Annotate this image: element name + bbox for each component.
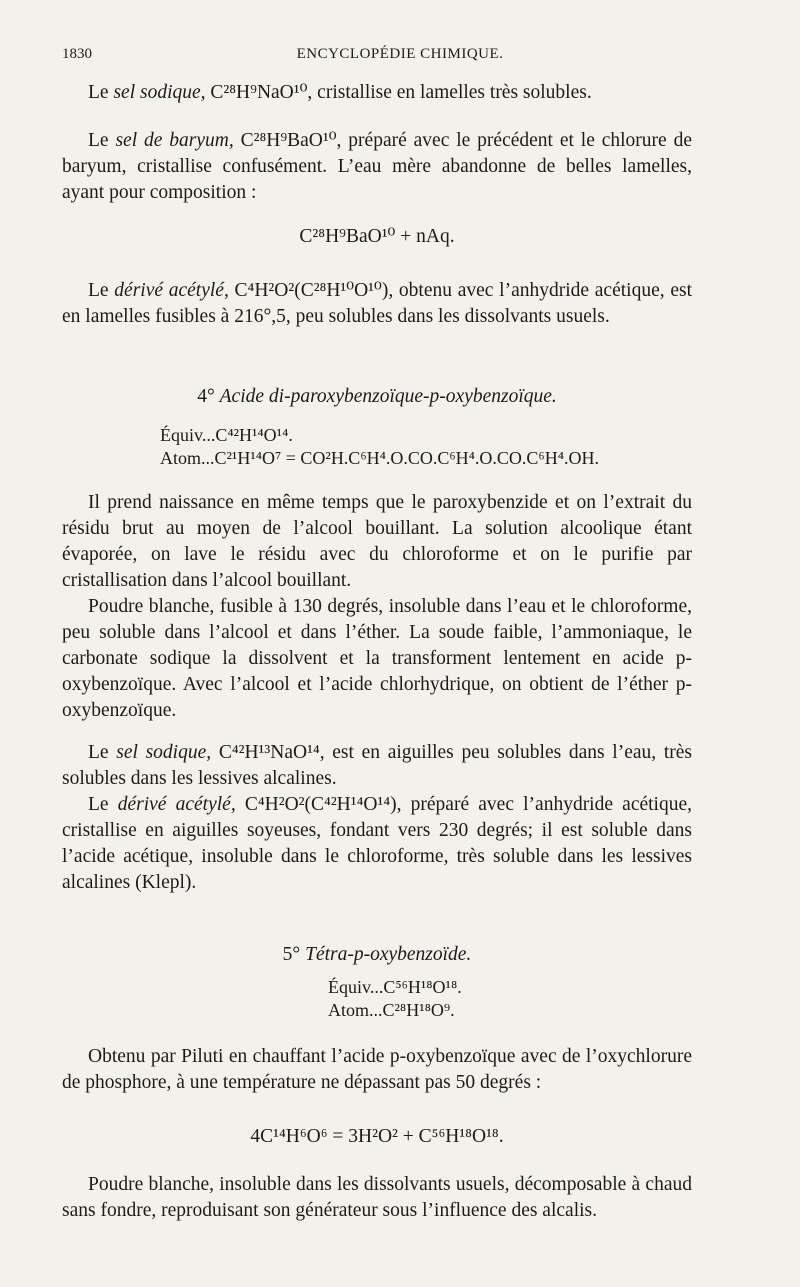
formula-label: Équiv... <box>328 977 384 997</box>
page-header <box>62 46 738 70</box>
p8-text: Obtenu par Piluti en chauffant l’acide p-oxybenzoïque avec de l’oxychlorure de phosphore, à une température ne dépassant pas 50 degrés : <box>62 1046 692 1093</box>
p3-lead: Le <box>88 280 115 301</box>
formula-value: C⁴²H¹⁴O¹⁴. <box>215 425 293 445</box>
paragraph-derive-acetyle-1 <box>62 278 692 330</box>
paragraph-sel-sodique-2 <box>62 740 692 792</box>
formula-label: Équiv... <box>160 425 216 445</box>
section-heading-4 <box>62 384 692 410</box>
formula-row <box>160 424 690 447</box>
p2-lead: Le <box>88 130 116 151</box>
section-5-number: 5° <box>282 944 301 965</box>
p6-italic: sel sodique, <box>116 742 212 763</box>
formula-row <box>160 447 690 470</box>
p4-text: Il prend naissance en même temps que le paroxybenzide et on l’extrait du résidu brut au moyen de l’alcool bouillant. La solution alcoolique étant évaporée, on lave le résidu avec du chloroforme et on le purifie par cristallisation dans l’alcool bouillant. <box>62 492 692 591</box>
equation-1: C²⁸H⁹BaO¹⁰ + nAq. <box>299 226 455 247</box>
p1-lead: Le <box>88 82 114 103</box>
running-title: ENCYCLOPÉDIE CHIMIQUE. <box>296 46 504 62</box>
p1-italic: sel sodique, <box>113 82 206 103</box>
section-4-number: 4° <box>197 386 215 407</box>
p2-italic: sel de baryum, <box>115 130 234 151</box>
formula-row <box>328 976 688 999</box>
p9-text: Poudre blanche, insoluble dans les dissolvants usuels, décomposable à chaud sans fondre, reproduisant son générateur sous l’influence des alcalis. <box>62 1174 692 1221</box>
formula-value: C²⁸H¹⁸O⁹. <box>382 1000 455 1020</box>
p7-lead: Le <box>88 794 118 815</box>
p5-text: Poudre blanche, fusible à 130 degrés, insoluble dans l’eau et le chloroforme, peu soluble dans l’alcool et dans l’éther. La soude faible, l’ammoniaque, le carbonate sodique la dissolvent et la transforment lentement en acide p-oxybenzoïque. Avec l’alcool et l’acide chlorhydrique, on obtient de l’éther p-oxybenzoïque. <box>62 596 692 721</box>
p2-text: C²⁸H⁹BaO¹⁰, préparé avec le précédent et le chlorure de baryum, cristallise confusément. L’eau mère abandonne de belles lamelles, ayant pour composition : <box>62 130 692 203</box>
p6-text: C⁴²H¹³NaO¹⁴, est en aiguilles peu solubles dans l’eau, très solubles dans les lessives alcalines. <box>62 742 692 789</box>
paragraph-piluti <box>62 1044 692 1096</box>
p3-text: C⁴H²O²(C²⁸H¹⁰O¹⁰), obtenu avec l’anhydride acétique, est en lamelles fusibles à 216°,5, peu solubles dans les dissolvants usuels. <box>62 280 692 327</box>
formula-label: Atom... <box>328 1000 383 1020</box>
section-5-title: Tétra-p-oxybenzoïde. <box>305 944 472 965</box>
paragraph-poudre-blanche-1 <box>62 594 692 724</box>
page-number: 1830 <box>62 46 92 62</box>
p7-italic: dérivé acétylé, <box>117 794 236 815</box>
paragraph-sel-baryum <box>62 128 692 206</box>
p1-text: C²⁸H⁹NaO¹⁰, cristallise en lamelles très solubles. <box>205 82 592 103</box>
p6-lead: Le <box>88 742 117 763</box>
equation-2: 4C¹⁴H⁶O⁶ = 3H²O² + C⁵⁶H¹⁸O¹⁸. <box>250 1126 504 1147</box>
equation-tetra <box>62 1124 692 1150</box>
formula-label: Atom... <box>160 448 215 468</box>
section-heading-5 <box>62 942 692 968</box>
paragraph-poudre-blanche-2 <box>62 1172 692 1224</box>
formula-value: C²¹H¹⁴O⁷ = CO²H.C⁶H⁴.O.CO.C⁶H⁴.O.CO.C⁶H⁴.OH. <box>214 448 599 468</box>
equation-baryum <box>62 224 692 250</box>
paragraph-derive-acetyle-2 <box>62 792 692 896</box>
formula-value: C⁵⁶H¹⁸O¹⁸. <box>383 977 462 997</box>
formula-block-5 <box>328 976 688 1022</box>
p7-text: C⁴H²O²(C⁴²H¹⁴O¹⁴), préparé avec l’anhydride acétique, cristallise en aiguilles soyeuses, fondant vers 230 degrés; il est soluble dans l’acide acétique, insoluble dans le chloroforme, très soluble dans les lessives alcalines (Klepl). <box>62 794 692 893</box>
formula-block-4 <box>160 424 690 470</box>
formula-row <box>328 999 688 1022</box>
paragraph-sel-sodique <box>62 80 692 106</box>
section-4-title: Acide di-paroxybenzoïque-p-oxybenzoïque. <box>219 386 557 407</box>
paragraph-naissance <box>62 490 692 594</box>
p3-italic: dérivé acétylé, <box>114 280 229 301</box>
